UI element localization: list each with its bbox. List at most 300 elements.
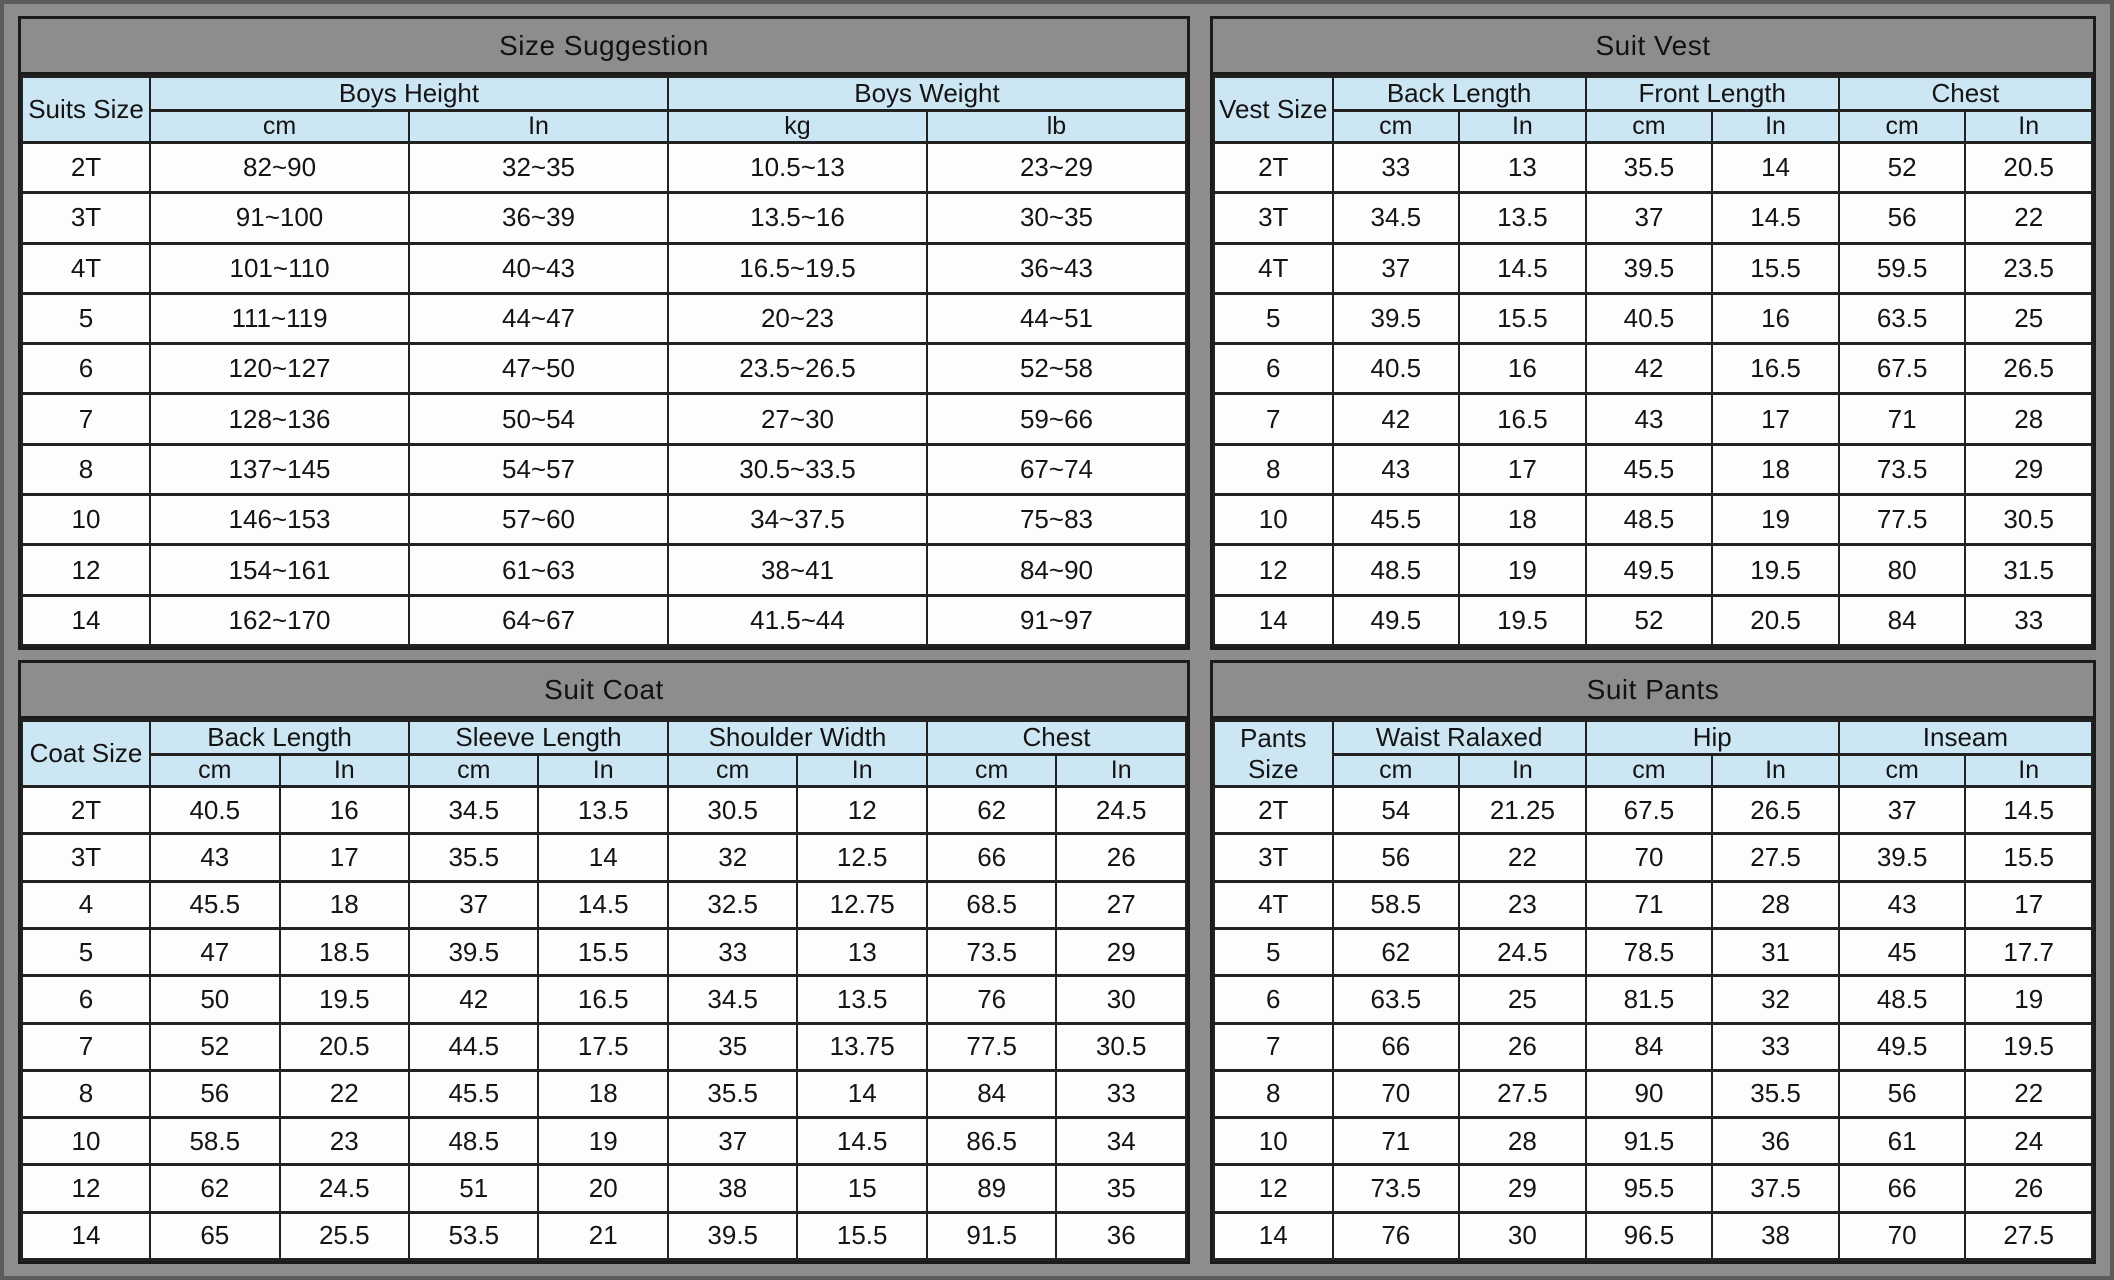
value-cell: 17 (1965, 881, 2092, 928)
table-row (1214, 1118, 2092, 1165)
unit-header-row (1214, 755, 2092, 787)
value-cell: 16.5 (1712, 344, 1839, 394)
value-cell: 22 (1965, 1070, 2092, 1117)
unit-header: In (280, 755, 409, 787)
table-row (1214, 344, 2092, 394)
value-cell: 19.5 (280, 976, 409, 1023)
value-cell: 128~136 (150, 394, 409, 444)
value-cell: 84 (927, 1070, 1056, 1117)
table-row (22, 545, 1186, 595)
value-cell: 57~60 (409, 495, 668, 545)
value-cell: 40.5 (150, 787, 279, 834)
value-cell: 15.5 (797, 1212, 926, 1259)
row-size-cell: 10 (1214, 495, 1333, 545)
value-cell: 76 (927, 976, 1056, 1023)
value-cell: 48.5 (1333, 545, 1460, 595)
value-cell: 30.5 (1056, 1023, 1186, 1070)
value-cell: 59.5 (1839, 243, 1966, 293)
value-cell: 35 (668, 1023, 797, 1070)
value-cell: 52 (1586, 595, 1713, 645)
table-row (22, 193, 1186, 243)
table-row (22, 595, 1186, 645)
table-title: Suit Pants (1213, 663, 2093, 719)
group-header-row (1214, 77, 2092, 111)
value-cell: 51 (409, 1165, 538, 1212)
value-cell: 21.25 (1459, 787, 1586, 834)
value-cell: 14.5 (1459, 243, 1586, 293)
value-cell: 81.5 (1586, 976, 1713, 1023)
value-cell: 18 (538, 1070, 667, 1117)
value-cell: 29 (1056, 928, 1186, 975)
size-suggestion-card (18, 16, 1190, 650)
row-size-cell: 12 (1214, 1165, 1333, 1212)
value-cell: 44.5 (409, 1023, 538, 1070)
value-cell: 33 (1965, 595, 2092, 645)
row-size-cell: 8 (1214, 1070, 1333, 1117)
unit-header: cm (1839, 111, 1966, 143)
row-size-cell: 14 (22, 1212, 150, 1259)
value-cell: 22 (1459, 834, 1586, 881)
value-cell: 77.5 (1839, 495, 1966, 545)
value-cell: 43 (1586, 394, 1713, 444)
table-row (1214, 976, 2092, 1023)
value-cell: 27.5 (1712, 834, 1839, 881)
value-cell: 34.5 (409, 787, 538, 834)
row-size-cell: 10 (1214, 1118, 1333, 1165)
value-cell: 49.5 (1333, 595, 1460, 645)
value-cell: 24.5 (1056, 787, 1186, 834)
value-cell: 137~145 (150, 444, 409, 494)
table-row (1214, 293, 2092, 343)
suit-pants-card (1210, 660, 2096, 1264)
table-row (1214, 1070, 2092, 1117)
value-cell: 63.5 (1333, 976, 1460, 1023)
value-cell: 37 (1333, 243, 1460, 293)
value-cell: 19 (1965, 976, 2092, 1023)
value-cell: 37 (1586, 193, 1713, 243)
value-cell: 13.5 (797, 976, 926, 1023)
value-cell: 34.5 (1333, 193, 1460, 243)
value-cell: 30.5 (668, 787, 797, 834)
value-cell: 36~39 (409, 193, 668, 243)
value-cell: 52 (150, 1023, 279, 1070)
value-cell: 13 (797, 928, 926, 975)
value-cell: 10.5~13 (668, 143, 927, 193)
value-cell: 27~30 (668, 394, 927, 444)
value-cell: 64~67 (409, 595, 668, 645)
row-size-cell: 6 (1214, 344, 1333, 394)
value-cell: 45 (1839, 928, 1966, 975)
value-cell: 17 (280, 834, 409, 881)
value-cell: 27 (1056, 881, 1186, 928)
table-row (22, 344, 1186, 394)
value-cell: 40.5 (1333, 344, 1460, 394)
value-cell: 23~29 (927, 143, 1186, 193)
unit-header: cm (1839, 755, 1966, 787)
unit-header-row (1214, 111, 2092, 143)
suit-pants-table (1213, 719, 2093, 1261)
table-row (1214, 444, 2092, 494)
value-cell: 24.5 (280, 1165, 409, 1212)
value-cell: 25 (1459, 976, 1586, 1023)
value-cell: 26.5 (1965, 344, 2092, 394)
group-header: Boys Height (150, 77, 668, 111)
table-title: Suit Coat (21, 663, 1187, 719)
value-cell: 42 (409, 976, 538, 1023)
value-cell: 71 (1839, 394, 1966, 444)
table-row (22, 928, 1186, 975)
value-cell: 56 (1839, 1070, 1966, 1117)
row-size-cell: 7 (22, 394, 150, 444)
value-cell: 78.5 (1586, 928, 1713, 975)
value-cell: 18 (1459, 495, 1586, 545)
value-cell: 154~161 (150, 545, 409, 595)
group-header-row (22, 721, 1186, 755)
value-cell: 30.5~33.5 (668, 444, 927, 494)
value-cell: 34.5 (668, 976, 797, 1023)
value-cell: 30 (1459, 1212, 1586, 1259)
value-cell: 23 (280, 1118, 409, 1165)
value-cell: 19 (1712, 495, 1839, 545)
value-cell: 19.5 (1965, 1023, 2092, 1070)
value-cell: 49.5 (1839, 1023, 1966, 1070)
group-header: Back Length (1333, 77, 1586, 111)
table-row (1214, 1212, 2092, 1259)
row-size-cell: 5 (1214, 928, 1333, 975)
value-cell: 16.5 (1459, 394, 1586, 444)
value-cell: 28 (1965, 394, 2092, 444)
value-cell: 58.5 (150, 1118, 279, 1165)
value-cell: 41.5~44 (668, 595, 927, 645)
value-cell: 18 (1712, 444, 1839, 494)
row-size-cell: 14 (22, 595, 150, 645)
value-cell: 12.5 (797, 834, 926, 881)
value-cell: 68.5 (927, 881, 1056, 928)
value-cell: 39.5 (1586, 243, 1713, 293)
value-cell: 146~153 (150, 495, 409, 545)
value-cell: 30 (1056, 976, 1186, 1023)
unit-header: cm (927, 755, 1056, 787)
value-cell: 30.5 (1965, 495, 2092, 545)
value-cell: 26 (1056, 834, 1186, 881)
value-cell: 38 (1712, 1212, 1839, 1259)
value-cell: 23.5 (1965, 243, 2092, 293)
unit-header: In (1459, 111, 1586, 143)
table-row (1214, 928, 2092, 975)
value-cell: 42 (1333, 394, 1460, 444)
value-cell: 101~110 (150, 243, 409, 293)
table-row (1214, 787, 2092, 834)
value-cell: 37.5 (1712, 1165, 1839, 1212)
value-cell: 50 (150, 976, 279, 1023)
table-row (1214, 595, 2092, 645)
size-column-header: Vest Size (1214, 77, 1333, 143)
row-size-cell: 7 (1214, 394, 1333, 444)
unit-header-row (22, 755, 1186, 787)
value-cell: 59~66 (927, 394, 1186, 444)
value-cell: 28 (1459, 1118, 1586, 1165)
table-row (22, 394, 1186, 444)
value-cell: 17.7 (1965, 928, 2092, 975)
value-cell: 14.5 (1965, 787, 2092, 834)
value-cell: 14 (538, 834, 667, 881)
value-cell: 27.5 (1459, 1070, 1586, 1117)
value-cell: 15 (797, 1165, 926, 1212)
value-cell: 44~51 (927, 293, 1186, 343)
value-cell: 31 (1712, 928, 1839, 975)
value-cell: 20~23 (668, 293, 927, 343)
value-cell: 86.5 (927, 1118, 1056, 1165)
value-cell: 34 (1056, 1118, 1186, 1165)
value-cell: 48.5 (1839, 976, 1966, 1023)
value-cell: 13.5 (538, 787, 667, 834)
group-header: Boys Weight (668, 77, 1186, 111)
value-cell: 20.5 (1712, 595, 1839, 645)
value-cell: 111~119 (150, 293, 409, 343)
value-cell: 70 (1333, 1070, 1460, 1117)
value-cell: 14 (1712, 143, 1839, 193)
table-row (22, 1118, 1186, 1165)
table-row (22, 1023, 1186, 1070)
suit-vest-table (1213, 75, 2093, 647)
table-row (1214, 243, 2092, 293)
table-row (1214, 193, 2092, 243)
group-header: Shoulder Width (668, 721, 927, 755)
table-row (1214, 394, 2092, 444)
row-size-cell: 8 (22, 1070, 150, 1117)
table-row (22, 881, 1186, 928)
value-cell: 43 (150, 834, 279, 881)
unit-header: In (1712, 111, 1839, 143)
value-cell: 20.5 (280, 1023, 409, 1070)
value-cell: 95.5 (1586, 1165, 1713, 1212)
value-cell: 39.5 (1839, 834, 1966, 881)
row-size-cell: 5 (22, 928, 150, 975)
value-cell: 37 (1839, 787, 1966, 834)
value-cell: 53.5 (409, 1212, 538, 1259)
value-cell: 45.5 (409, 1070, 538, 1117)
value-cell: 13 (1459, 143, 1586, 193)
group-header: Waist Ralaxed (1333, 721, 1586, 755)
value-cell: 40.5 (1586, 293, 1713, 343)
row-size-cell: 2T (1214, 787, 1333, 834)
row-size-cell: 3T (22, 834, 150, 881)
value-cell: 29 (1965, 444, 2092, 494)
value-cell: 23.5~26.5 (668, 344, 927, 394)
value-cell: 39.5 (668, 1212, 797, 1259)
size-column-header: Coat Size (22, 721, 150, 787)
value-cell: 19 (1459, 545, 1586, 595)
value-cell: 23 (1459, 881, 1586, 928)
table-row (1214, 1023, 2092, 1070)
value-cell: 90 (1586, 1070, 1713, 1117)
value-cell: 62 (927, 787, 1056, 834)
value-cell: 36~43 (927, 243, 1186, 293)
value-cell: 73.5 (1333, 1165, 1460, 1212)
value-cell: 71 (1586, 881, 1713, 928)
value-cell: 66 (1839, 1165, 1966, 1212)
value-cell: 91.5 (927, 1212, 1056, 1259)
suit-vest-card (1210, 16, 2096, 650)
table-row (22, 293, 1186, 343)
value-cell: 16 (1712, 293, 1839, 343)
table-row (22, 1070, 1186, 1117)
unit-header: In (1056, 755, 1186, 787)
value-cell: 20.5 (1965, 143, 2092, 193)
value-cell: 42 (1586, 344, 1713, 394)
value-cell: 67~74 (927, 444, 1186, 494)
value-cell: 14 (797, 1070, 926, 1117)
group-header-row (22, 77, 1186, 111)
value-cell: 12 (797, 787, 926, 834)
value-cell: 26 (1965, 1165, 2092, 1212)
value-cell: 19.5 (1459, 595, 1586, 645)
value-cell: 44~47 (409, 293, 668, 343)
value-cell: 17.5 (538, 1023, 667, 1070)
value-cell: 13.5 (1459, 193, 1586, 243)
value-cell: 48.5 (1586, 495, 1713, 545)
size-column-header: Pants Size (1214, 721, 1333, 787)
value-cell: 13.5~16 (668, 193, 927, 243)
table-row (1214, 881, 2092, 928)
row-size-cell: 4T (1214, 243, 1333, 293)
group-header-row (1214, 721, 2092, 755)
row-size-cell: 7 (22, 1023, 150, 1070)
value-cell: 58.5 (1333, 881, 1460, 928)
value-cell: 56 (1333, 834, 1460, 881)
table-row (1214, 545, 2092, 595)
value-cell: 15.5 (1459, 293, 1586, 343)
unit-header: cm (150, 111, 409, 143)
value-cell: 84~90 (927, 545, 1186, 595)
unit-header: cm (409, 755, 538, 787)
value-cell: 32 (668, 834, 797, 881)
value-cell: 91~97 (927, 595, 1186, 645)
value-cell: 84 (1586, 1023, 1713, 1070)
group-header: Back Length (150, 721, 409, 755)
value-cell: 32~35 (409, 143, 668, 193)
value-cell: 19 (538, 1118, 667, 1165)
value-cell: 39.5 (1333, 293, 1460, 343)
value-cell: 33 (1712, 1023, 1839, 1070)
row-size-cell: 3T (22, 193, 150, 243)
value-cell: 62 (1333, 928, 1460, 975)
value-cell: 47 (150, 928, 279, 975)
value-cell: 33 (668, 928, 797, 975)
value-cell: 43 (1333, 444, 1460, 494)
row-size-cell: 3T (1214, 193, 1333, 243)
value-cell: 35.5 (1712, 1070, 1839, 1117)
unit-header: cm (668, 755, 797, 787)
value-cell: 162~170 (150, 595, 409, 645)
value-cell: 35.5 (409, 834, 538, 881)
value-cell: 28 (1712, 881, 1839, 928)
value-cell: 40~43 (409, 243, 668, 293)
row-size-cell: 4T (1214, 881, 1333, 928)
value-cell: 91.5 (1586, 1118, 1713, 1165)
row-size-cell: 6 (1214, 976, 1333, 1023)
value-cell: 37 (668, 1118, 797, 1165)
row-size-cell: 10 (22, 495, 150, 545)
group-header: Chest (927, 721, 1186, 755)
value-cell: 63.5 (1839, 293, 1966, 343)
group-header: Hip (1586, 721, 1839, 755)
value-cell: 54~57 (409, 444, 668, 494)
value-cell: 34~37.5 (668, 495, 927, 545)
value-cell: 19.5 (1712, 545, 1839, 595)
row-size-cell: 12 (22, 545, 150, 595)
row-size-cell: 12 (1214, 545, 1333, 595)
value-cell: 61 (1839, 1118, 1966, 1165)
table-row (1214, 1165, 2092, 1212)
value-cell: 21 (538, 1212, 667, 1259)
value-cell: 61~63 (409, 545, 668, 595)
table-row (22, 787, 1186, 834)
table-row (22, 1212, 1186, 1259)
row-size-cell: 4T (22, 243, 150, 293)
value-cell: 14.5 (1712, 193, 1839, 243)
value-cell: 35.5 (1586, 143, 1713, 193)
group-header: Front Length (1586, 77, 1839, 111)
row-size-cell: 14 (1214, 1212, 1333, 1259)
row-size-cell: 5 (1214, 293, 1333, 343)
unit-header-row (22, 111, 1186, 143)
table-row (22, 243, 1186, 293)
unit-header: lb (927, 111, 1186, 143)
tables-grid (18, 16, 2096, 1264)
value-cell: 22 (1965, 193, 2092, 243)
group-header: Chest (1839, 77, 2092, 111)
value-cell: 65 (150, 1212, 279, 1259)
row-size-cell: 8 (22, 444, 150, 494)
size-column-header: Suits Size (22, 77, 150, 143)
table-row (22, 976, 1186, 1023)
row-size-cell: 7 (1214, 1023, 1333, 1070)
value-cell: 20 (538, 1165, 667, 1212)
table-row (22, 1165, 1186, 1212)
value-cell: 22 (280, 1070, 409, 1117)
table-title: Suit Vest (1213, 19, 2093, 75)
value-cell: 47~50 (409, 344, 668, 394)
value-cell: 39.5 (409, 928, 538, 975)
value-cell: 15.5 (538, 928, 667, 975)
value-cell: 76 (1333, 1212, 1460, 1259)
value-cell: 80 (1839, 545, 1966, 595)
value-cell: 32.5 (668, 881, 797, 928)
row-size-cell: 10 (22, 1118, 150, 1165)
unit-header: In (1965, 111, 2092, 143)
value-cell: 71 (1333, 1118, 1460, 1165)
row-size-cell: 2T (1214, 143, 1333, 193)
value-cell: 14.5 (538, 881, 667, 928)
value-cell: 25 (1965, 293, 2092, 343)
value-cell: 35.5 (668, 1070, 797, 1117)
value-cell: 14.5 (797, 1118, 926, 1165)
value-cell: 13.75 (797, 1023, 926, 1070)
value-cell: 31.5 (1965, 545, 2092, 595)
value-cell: 45.5 (1333, 495, 1460, 545)
value-cell: 66 (1333, 1023, 1460, 1070)
value-cell: 52 (1839, 143, 1966, 193)
value-cell: 49.5 (1586, 545, 1713, 595)
value-cell: 25.5 (280, 1212, 409, 1259)
table-row (1214, 834, 2092, 881)
value-cell: 30~35 (927, 193, 1186, 243)
row-size-cell: 6 (22, 344, 150, 394)
value-cell: 82~90 (150, 143, 409, 193)
unit-header: In (1965, 755, 2092, 787)
value-cell: 38~41 (668, 545, 927, 595)
